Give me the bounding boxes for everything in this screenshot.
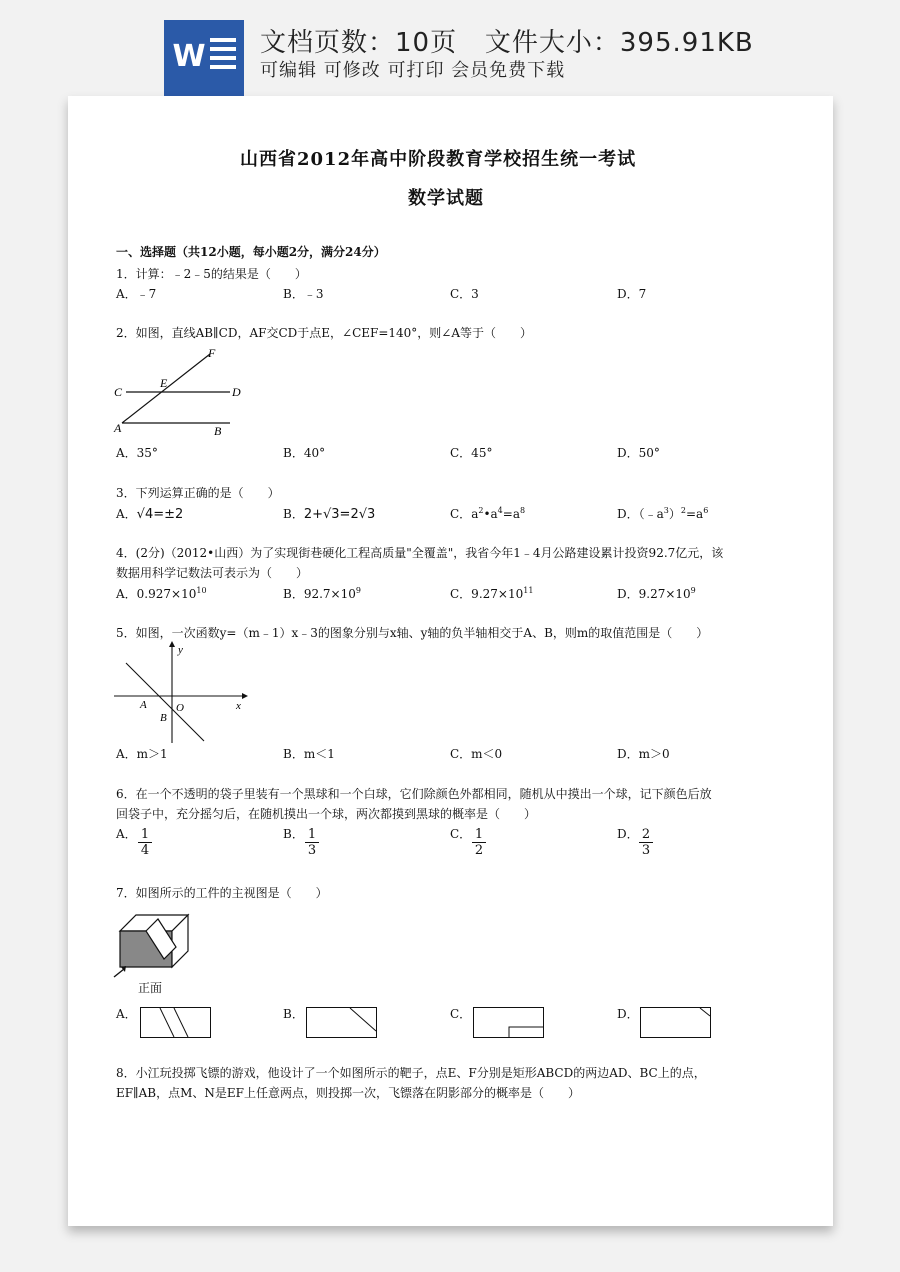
q7-option-a: A． bbox=[116, 1007, 137, 1021]
q5-linear-function-graph bbox=[112, 641, 252, 746]
word-document-icon bbox=[164, 20, 244, 96]
q7-option-c: C． bbox=[450, 1007, 472, 1021]
q4-option-a: A．$0.927\times 10^{10}$ bbox=[116, 586, 207, 601]
q6-option-a-fraction: $\frac{1}{4}$ bbox=[138, 827, 152, 858]
document-page bbox=[68, 96, 833, 1226]
q1-option-b: B．﹣3 bbox=[283, 287, 324, 301]
q2-label-d: D bbox=[232, 385, 241, 399]
q4-stem-line1: 4．(2分)（2012•山西）为了实现街巷硬化工程高质量"全覆盖"，我省今年1﹣4月公路建设累计投资92.7亿元，该 bbox=[116, 546, 724, 560]
q5-option-d: D．m＞0 bbox=[617, 747, 670, 761]
q6-option-a: A． bbox=[116, 827, 137, 841]
q5-stem: 5．如图，一次函数y=（m﹣1）x﹣3的图象分别与x轴、y轴的负半轴相交于A、B，则m的取值范围是（ ） bbox=[116, 626, 709, 640]
q6-option-c: C． bbox=[450, 827, 472, 841]
q7-workpiece-figure bbox=[112, 911, 192, 981]
q7-option-b: B． bbox=[283, 1007, 304, 1021]
q6-option-b: B． bbox=[283, 827, 304, 841]
doc-subtitle: 数学试题 bbox=[408, 188, 484, 209]
q7-front-label: 正面 bbox=[138, 981, 163, 995]
q4-option-d: D．$9.27\times 10^9$ bbox=[617, 586, 696, 601]
q5-option-c: C．m＜0 bbox=[450, 747, 503, 761]
q2-label-b: B bbox=[214, 424, 222, 438]
q6-option-b-fraction: $\frac{1}{3}$ bbox=[305, 827, 319, 858]
q7-option-d-view bbox=[640, 1007, 712, 1039]
feature-list: 可编辑 可修改 可打印 会员免费下载 bbox=[260, 60, 566, 81]
q1-option-a: A．﹣7 bbox=[116, 287, 157, 301]
q2-label-e: E bbox=[160, 376, 168, 390]
q2-stem: 2．如图，直线AB∥CD，AF交CD于点E，∠CEF=140°，则∠A等于（ ） bbox=[116, 326, 533, 340]
q4-option-b: B．$92.7\times 10^9$ bbox=[283, 586, 361, 601]
q1-option-c: C．3 bbox=[450, 287, 479, 301]
q2-option-a: A．35° bbox=[116, 446, 158, 460]
q1-stem: 1．计算：﹣2﹣5的结果是（ ） bbox=[116, 267, 307, 281]
q6-option-d-fraction: $\frac{2}{3}$ bbox=[639, 827, 653, 858]
q1-option-d: D．7 bbox=[617, 287, 647, 301]
q6-stem-line1: 6．在一个不透明的袋子里装有一个黑球和一个白球，它们除颜色外都相同，随机从中摸出一个球，记下颜色后放 bbox=[116, 787, 712, 801]
file-size: 文件大小：395.91KB bbox=[484, 28, 754, 58]
word-icon-letter: W bbox=[172, 39, 206, 74]
q5-option-a: A．m＞1 bbox=[116, 747, 168, 761]
q5-label-y: y bbox=[178, 644, 183, 656]
q3-option-a: A．√4=±2 bbox=[116, 507, 184, 522]
q5-label-o: O bbox=[176, 702, 184, 714]
q4-option-c: C．$9.27\times 10^{11}$ bbox=[450, 586, 534, 601]
q2-option-c: C．45° bbox=[450, 446, 493, 460]
q6-stem-line2: 回袋子中，充分摇匀后，在随机摸出一个球，两次都摸到黑球的概率是（ ） bbox=[116, 807, 537, 821]
q5-label-b: B bbox=[160, 712, 167, 724]
q7-option-c-view bbox=[473, 1007, 545, 1039]
q4-stem-line2: 数据用科学记数法可表示为（ ） bbox=[116, 566, 309, 580]
download-banner bbox=[0, 0, 900, 96]
q3-option-b: B．2+√3=2√3 bbox=[283, 507, 376, 522]
q2-label-a: A bbox=[114, 421, 122, 435]
q3-stem: 3．下列运算正确的是（ ） bbox=[116, 486, 280, 500]
q2-parallel-lines-figure bbox=[112, 348, 242, 438]
q6-option-d: D． bbox=[617, 827, 639, 841]
doc-title: 山西省2012年高中阶段教育学校招生统一考试 bbox=[240, 149, 637, 170]
q5-option-b: B．m＜1 bbox=[283, 747, 335, 761]
q3-option-d: D．$(﹣a^3)^2=a^6$ bbox=[617, 506, 709, 521]
q7-stem: 7．如图所示的工件的主视图是（ ） bbox=[116, 886, 328, 900]
q5-label-a: A bbox=[140, 699, 147, 711]
file-stats bbox=[260, 22, 754, 59]
q7-option-b-view bbox=[306, 1007, 378, 1039]
q2-label-c: C bbox=[114, 385, 123, 399]
q3-option-c: C．$a^2•a^4=a^8$ bbox=[450, 506, 526, 521]
q7-option-a-view bbox=[140, 1007, 212, 1039]
page-count: 文档页数：10页 bbox=[260, 28, 458, 58]
q8-stem-line1: 8．小江玩投掷飞镖的游戏，他设计了一个如图所示的靶子，点E、F分别是矩形ABCD的两边AD、BC上的点， bbox=[116, 1066, 706, 1080]
section-heading: 一、选择题（共12小题，每小题2分，满分24分） bbox=[116, 245, 386, 259]
q7-option-d: D． bbox=[617, 1007, 639, 1021]
q6-option-c-fraction: $\frac{1}{2}$ bbox=[472, 827, 486, 858]
q8-stem-line2: EF∥AB，点M、N是EF上任意两点，则投掷一次，飞镖落在阴影部分的概率是（ ） bbox=[116, 1086, 580, 1100]
q2-label-f: F bbox=[208, 346, 216, 360]
q2-option-b: B．40° bbox=[283, 446, 326, 460]
q5-label-x: x bbox=[236, 700, 241, 712]
q2-option-d: D．50° bbox=[617, 446, 660, 460]
